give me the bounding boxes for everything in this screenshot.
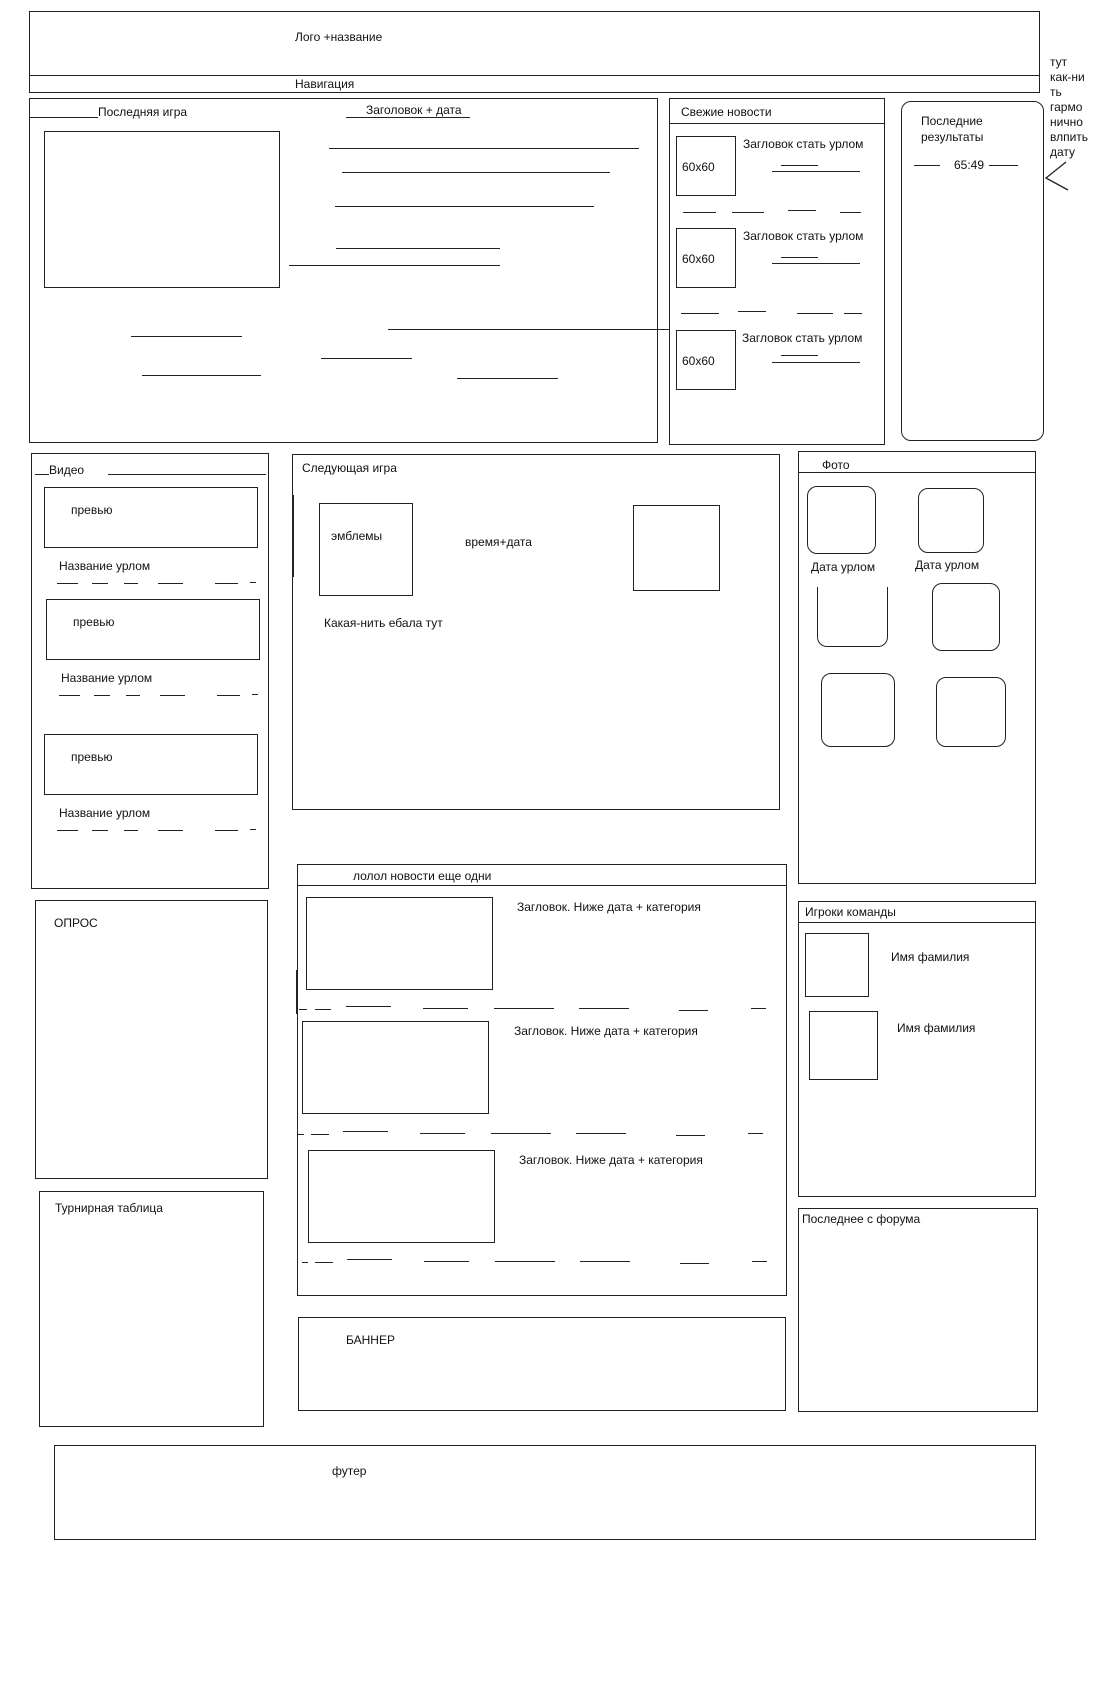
text-line	[388, 329, 669, 330]
divider	[298, 885, 786, 886]
photo-panel	[798, 451, 1036, 884]
text-line	[315, 1262, 333, 1263]
news-title-link[interactable]: Загловок стать урлом	[743, 229, 864, 243]
divider	[670, 123, 884, 124]
photo-thumbnail[interactable]	[821, 673, 895, 747]
thumbnail-size-label: 60x60	[682, 354, 715, 368]
text-line	[788, 210, 816, 211]
text-line	[676, 1135, 705, 1136]
side-note-line: нично	[1050, 115, 1083, 129]
side-note-line: гармо	[1050, 100, 1083, 114]
text-line	[126, 695, 140, 696]
video-panel	[31, 453, 269, 889]
next-game-datetime: время+дата	[465, 535, 532, 549]
banner[interactable]	[298, 1317, 786, 1411]
text-line	[781, 355, 818, 356]
fresh-news-title: Свежие новости	[681, 105, 772, 119]
side-note	[1050, 55, 1100, 160]
text-line	[844, 313, 862, 314]
text-line	[57, 583, 78, 584]
divider	[799, 922, 1035, 923]
preview-label: превью	[73, 615, 115, 629]
photo-thumbnail[interactable]	[807, 486, 876, 554]
text-line	[142, 375, 261, 376]
text-line	[781, 165, 818, 166]
player-name[interactable]: Имя фамилия	[897, 1021, 976, 1035]
text-line	[748, 1133, 763, 1134]
photo-thumbnail[interactable]	[932, 583, 1000, 651]
news-thumbnail	[676, 136, 736, 196]
video-name-link[interactable]: Название урлом	[61, 671, 153, 685]
text-line	[94, 695, 110, 696]
text-line	[579, 1008, 629, 1009]
news-title-link[interactable]: Загловок стать урлом	[742, 331, 863, 345]
poll-title: ОПРОС	[54, 916, 98, 930]
text-line	[321, 358, 412, 359]
poll-panel	[35, 900, 268, 1179]
text-line	[342, 172, 610, 173]
photo-caption-link[interactable]: Дата урлом	[915, 558, 980, 572]
news-image[interactable]	[306, 897, 493, 990]
team-players-panel	[798, 901, 1036, 1197]
text-line	[335, 206, 594, 207]
news-headline-link[interactable]: Загловок. Ниже дата + категория	[517, 900, 701, 914]
footer-label: футер	[332, 1464, 367, 1478]
more-news-title: лолол новости еще одни	[353, 869, 492, 883]
text-line	[92, 830, 108, 831]
news-thumbnail	[676, 330, 736, 390]
more-news-panel	[297, 864, 787, 1296]
text-line	[131, 336, 242, 337]
last-game-panel	[29, 98, 658, 443]
photo-thumbnail[interactable]	[817, 587, 888, 647]
preview-label: превью	[71, 503, 113, 517]
thumbnail-size-label: 60x60	[682, 160, 715, 174]
text-line	[797, 313, 833, 314]
text-line	[315, 1009, 331, 1010]
video-preview[interactable]	[44, 487, 258, 548]
footer	[54, 1445, 1036, 1540]
divider	[346, 117, 470, 118]
video-title: Видео	[49, 463, 85, 477]
last-game-heading[interactable]: Заголовок + дата	[366, 103, 462, 117]
text-line	[679, 1010, 708, 1011]
side-note-line: как-ни	[1050, 70, 1085, 84]
emblems-label: эмблемы	[331, 529, 383, 543]
last-game-title: Последняя игра	[98, 105, 188, 119]
text-line	[347, 1259, 392, 1260]
last-result-score[interactable]: 65:49	[954, 158, 985, 172]
divider	[108, 474, 266, 475]
text-line	[424, 1261, 469, 1262]
header	[29, 11, 1040, 76]
text-line	[580, 1261, 630, 1262]
next-game-title: Следующая игра	[302, 461, 397, 475]
text-line	[423, 1008, 468, 1009]
text-line	[158, 583, 183, 584]
text-line	[732, 212, 764, 213]
side-note-line: дату	[1050, 145, 1076, 159]
last-results-panel	[901, 101, 1044, 441]
text-line	[457, 378, 558, 379]
text-line	[215, 583, 238, 584]
arrow-icon	[1042, 160, 1072, 194]
text-line	[311, 1134, 329, 1135]
team-emblem	[633, 505, 720, 591]
navigation-label: Навигация	[295, 77, 355, 91]
news-headline-link[interactable]: Загловок. Ниже дата + категория	[519, 1153, 703, 1167]
text-line	[751, 1008, 766, 1009]
text-line	[252, 694, 258, 695]
photo-title: Фото	[822, 458, 850, 472]
standings-panel	[39, 1191, 264, 1427]
text-line	[329, 148, 639, 149]
text-line	[124, 830, 138, 831]
divider	[293, 495, 294, 577]
text-line	[781, 257, 818, 258]
text-line	[494, 1008, 554, 1009]
team-players-title: Игроки команды	[805, 905, 896, 919]
news-image[interactable]	[308, 1150, 495, 1243]
thumbnail-size-label: 60x60	[682, 252, 715, 266]
last-game-image	[44, 131, 280, 288]
text-line	[495, 1261, 555, 1262]
standings-title: Турнирная таблица	[55, 1201, 163, 1215]
text-line	[738, 311, 766, 312]
text-line	[576, 1133, 626, 1134]
next-game-panel	[292, 454, 780, 810]
text-line	[772, 171, 860, 172]
player-name[interactable]: Имя фамилия	[891, 950, 970, 964]
text-line	[680, 1263, 709, 1264]
text-line	[57, 830, 78, 831]
text-line	[420, 1133, 465, 1134]
side-note-line: тут	[1050, 55, 1068, 69]
fresh-news-panel	[669, 98, 885, 445]
text-line	[752, 1261, 767, 1262]
text-line	[92, 583, 108, 584]
video-name-link[interactable]: Название урлом	[59, 806, 151, 820]
text-line	[343, 1131, 388, 1132]
text-line	[840, 212, 861, 213]
forum-panel	[798, 1208, 1038, 1412]
text-line	[124, 583, 138, 584]
forum-title: Последнее с форума	[802, 1212, 921, 1226]
text-line	[59, 695, 80, 696]
text-line	[160, 695, 185, 696]
last-results-title: Последние	[921, 114, 983, 128]
side-note-line: ть	[1050, 85, 1062, 99]
preview-label: превью	[71, 750, 113, 764]
text-line	[491, 1133, 551, 1134]
player-photo[interactable]	[809, 1011, 878, 1080]
text-line	[250, 582, 256, 583]
photo-thumbnail[interactable]	[918, 488, 984, 553]
team-emblem	[319, 503, 413, 596]
text-line	[289, 265, 500, 266]
text-line	[250, 829, 256, 830]
banner-label: БАННЕР	[346, 1333, 395, 1347]
divider	[30, 117, 98, 118]
photo-thumbnail[interactable]	[936, 677, 1006, 747]
text-line	[772, 362, 860, 363]
divider	[799, 472, 1035, 473]
video-preview[interactable]	[44, 734, 258, 795]
text-line	[215, 830, 238, 831]
last-results-title: результаты	[921, 130, 984, 144]
news-headline-link[interactable]: Загловок. Ниже дата + категория	[514, 1024, 698, 1038]
side-note-line: влпить	[1050, 130, 1089, 144]
divider	[35, 474, 49, 475]
text-line	[158, 830, 183, 831]
video-preview[interactable]	[46, 599, 260, 660]
text-line	[683, 212, 716, 213]
text-line	[346, 1006, 391, 1007]
text-line	[914, 165, 940, 166]
logo-title[interactable]: Лого +название	[295, 30, 383, 44]
text-line	[336, 248, 500, 249]
player-photo[interactable]	[805, 933, 869, 997]
news-title-link[interactable]: Загловок стать урлом	[743, 137, 864, 151]
text-line	[302, 1262, 308, 1263]
text-line	[681, 313, 719, 314]
text-line	[772, 263, 860, 264]
text-line	[298, 1134, 304, 1135]
video-name-link[interactable]: Название урлом	[59, 559, 151, 573]
news-image[interactable]	[302, 1021, 489, 1114]
navigation-bar[interactable]	[29, 75, 1040, 93]
photo-caption-link[interactable]: Дата урлом	[811, 560, 876, 574]
next-game-extra: Какая-нить ебала тут	[324, 616, 443, 630]
text-line	[217, 695, 240, 696]
news-thumbnail	[676, 228, 736, 288]
text-line	[299, 1009, 307, 1010]
divider	[296, 970, 297, 1014]
text-line	[989, 165, 1018, 166]
